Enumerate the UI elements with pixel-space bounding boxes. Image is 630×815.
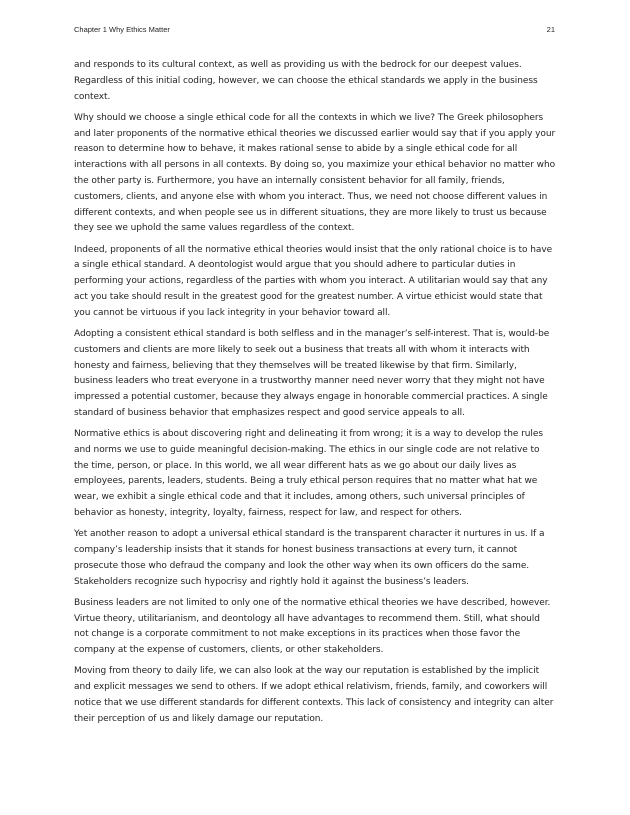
paragraph: Moving from theory to daily life, we can also look at the way our reputation is established by the implicit and explicit messages we send to others. If we adopt ethical relativism, friends, family, and coworkers will notice that we use different standards for different contexts. This lack of consistency and integrity can alter their perception of us and likely damage our reputation.: [74, 666, 554, 724]
page-number: 21: [546, 25, 555, 34]
paragraph: Business leaders are not limited to only one of the normative ethical theories we have described, however. Virtue theory, utilitarianism, and deontology all have advantages to recommend them. Still, what should not change is a corporate commitment to not make exceptions in its practices when those favor the company at the expense of customers, clients, or other stakeholders.: [74, 597, 551, 656]
paragraph: and responds to its cultural context, as well as providing us with the bedrock for our deepest values. Regardless of this initial coding, however, we can choose the ethical standards we apply in the business context.: [74, 60, 538, 102]
running-header: [74, 25, 555, 37]
chapter-title: Chapter 1 Why Ethics Matter: [74, 25, 170, 34]
body-text: [74, 58, 556, 733]
paragraph: Normative ethics is about discovering right and delineating it from wrong; it is a way to develop the rules and norms we use to guide meaningful decision-making. The ethics in our single code are not relative to the time, person, or place. In this world, we all wear different hats as we go about our daily lives as employees, parents, leaders, students. Being a truly ethical person requires that no matter what hat we wear, we exhibit a single ethical code and that it includes, among others, such universal principles of behavior as honesty, integrity, loyalty, fairness, respect for law, and respect for others.: [74, 429, 543, 519]
paragraph: Indeed, proponents of all the normative ethical theories would insist that the only rational choice is to have a single ethical standard. A deontologist would argue that you should adhere to particular duties in performing your actions, regardless of the parties with whom you interact. A utilitarian would say that any act you take should result in the greatest good for the greatest number. A virtue ethicist would state that you cannot be virtuous if you lack integrity in your behavior toward all.: [74, 244, 553, 318]
paragraph: Yet another reason to adopt a universal ethical standard is the transparent character it nurtures in us. If a company’s leadership insists that it stands for honest business transactions at every turn, it cannot prosecute those who defraud the company and look the other way when its own officers do the same. Stakeholders recognize such hypocrisy and rightly hold it against the business’s leaders.: [74, 529, 545, 587]
paragraph: Why should we choose a single ethical code for all the contexts in which we live? The Greek philosophers and later proponents of the normative ethical theories we discussed earlier would say that if you apply your reason to determine how to behave, it makes rational sense to abide by a single ethical code for all interactions with all persons in all contexts. By doing so, you maximize your ethical behavior no matter who the other party is. Furthermore, you have an internally consistent behavior for all family, friends, customers, clients, and anyone else with whom you interact. Thus, we need not choose different values in different contexts, and when people see us in different situations, they are more likely to trust us because they see we uphold the same values regardless of the context.: [74, 112, 556, 234]
paragraph: Adopting a consistent ethical standard is both selfless and in the manager’s self-interest. That is, would-be customers and clients are more likely to seek out a business that treats all with whom it interacts with honesty and fairness, believing that they themselves will be treated likewise by that firm. Similarly, business leaders who treat everyone in a trustworthy manner need never worry that they might not have impressed a potential customer, because they always engage in honorable commercial practices. A single standard of business behavior that emphasizes respect and good service appeals to all.: [74, 328, 550, 418]
